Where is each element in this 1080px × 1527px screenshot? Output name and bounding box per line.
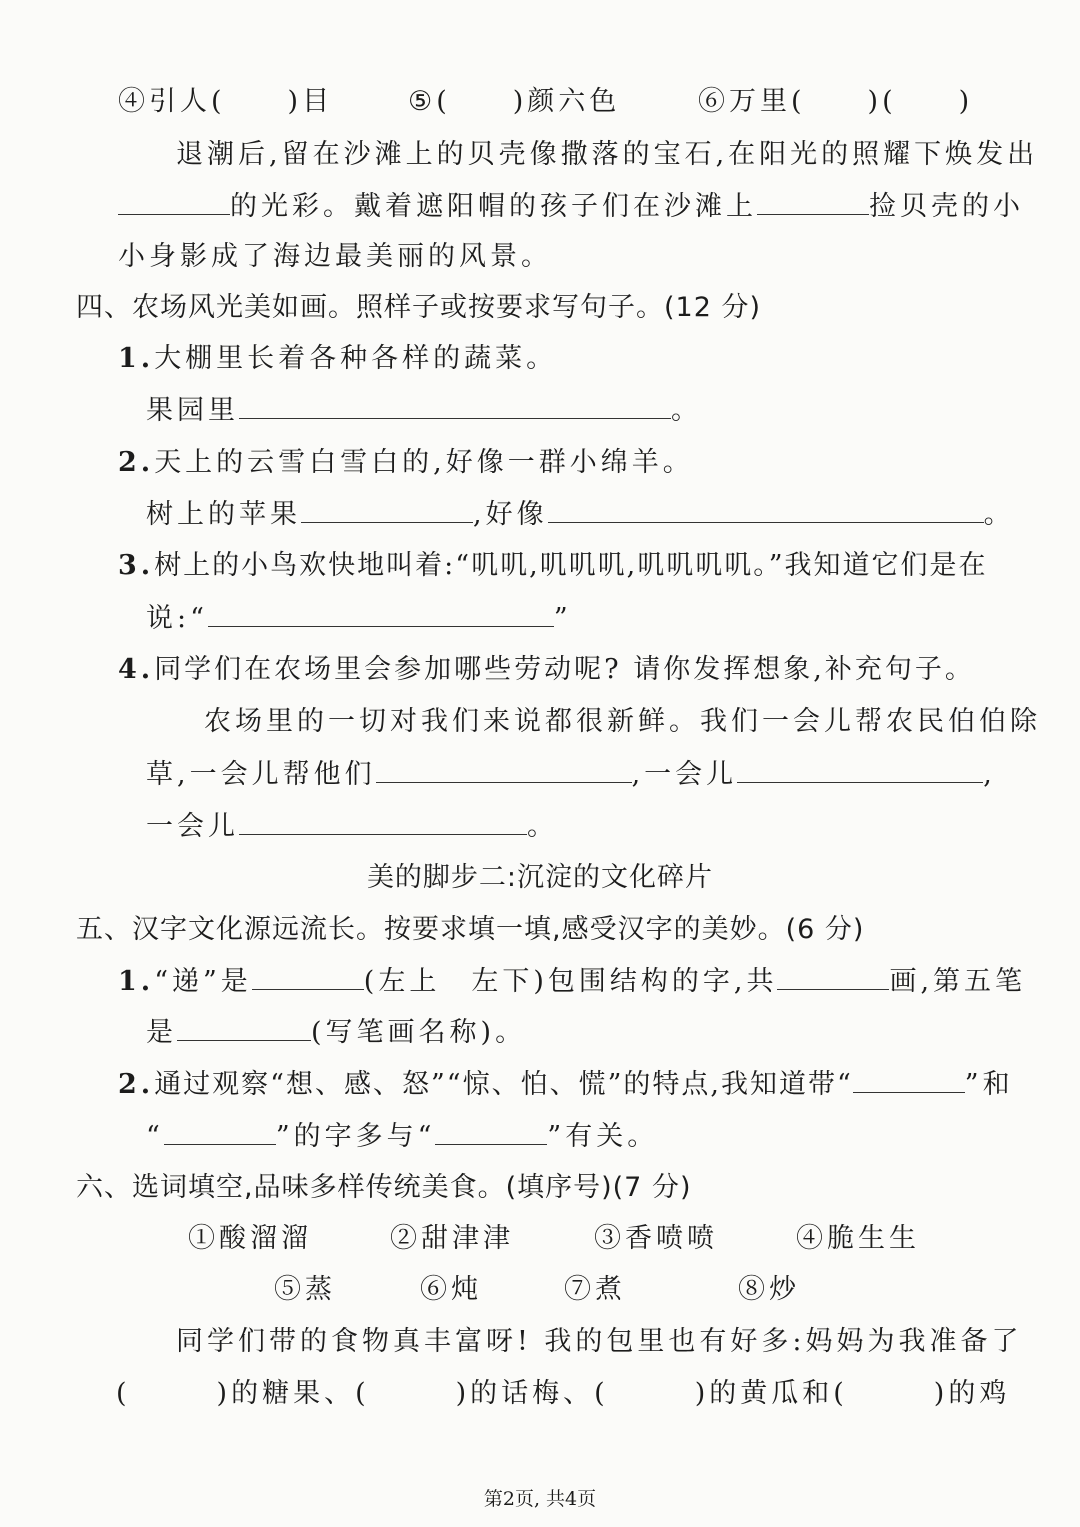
s6-passage-line2 bbox=[116, 1376, 1010, 1412]
answer-blank[interactable] bbox=[757, 188, 869, 215]
s4-q4-text: 同学们在农场里会参加哪些劳动呢? 请你发挥想象,补充句子。 bbox=[154, 654, 975, 685]
s5-q1 bbox=[118, 963, 1026, 1000]
s6-option: ④脆生生 bbox=[796, 1223, 920, 1254]
s4-q1-lead: 果园里 bbox=[146, 395, 239, 426]
answer-blank[interactable] bbox=[118, 188, 230, 215]
s6-passage-line1: 同学们带的食物真丰富呀! 我的包里也有好多:妈妈为我准备了 bbox=[176, 1326, 1023, 1357]
s6-option: ⑦煮 bbox=[564, 1274, 626, 1305]
s6-option: ⑥炖 bbox=[420, 1274, 482, 1305]
answer-blank[interactable] bbox=[548, 496, 984, 523]
section4-title: 四、农场风光美如画。照样子或按要求写句子。(12 分) bbox=[76, 292, 762, 323]
s4-q1-end: 。 bbox=[671, 395, 702, 426]
s4-q2-text: 天上的云雪白雪白的,好像一群小绵羊。 bbox=[154, 447, 694, 478]
answer-blank[interactable] bbox=[853, 1066, 965, 1093]
idiom-4-suffix: )目 bbox=[287, 86, 334, 117]
s4-q3-answer bbox=[146, 600, 572, 637]
s4-q3-end: ” bbox=[553, 603, 572, 634]
question-number: 1. bbox=[118, 966, 155, 997]
s4-q1-answer bbox=[146, 392, 702, 429]
idiom-item-4 bbox=[118, 84, 333, 120]
answer-blank[interactable] bbox=[435, 1118, 547, 1145]
s5-q2-text-a: 通过观察“想、感、怒”“惊、怕、慌”的特点,我知道带“ bbox=[154, 1069, 853, 1100]
s5-q2-text-c: “ bbox=[146, 1121, 164, 1152]
answer-blank[interactable] bbox=[376, 756, 632, 783]
s5-q1-text-a: “递”是 bbox=[154, 966, 252, 997]
s4-q3-text: 树上的小鸟欢快地叫着:“叽叽,叽叽叽,叽叽叽叽。”我知道它们是在 bbox=[154, 550, 988, 581]
idiom-5-suffix: )颜六色 bbox=[512, 86, 621, 117]
question-number: 2. bbox=[118, 447, 155, 478]
s4-q1 bbox=[118, 341, 557, 377]
answer-blank[interactable] bbox=[301, 496, 473, 523]
section6-title: 六、选词填空,品味多样传统美食。(填序号)(7 分) bbox=[76, 1172, 692, 1203]
s4-q4-para-line3 bbox=[146, 808, 558, 845]
section5-title: 五、汉字文化源远流长。按要求填一填,感受汉字的美妙。(6 分) bbox=[76, 914, 865, 945]
s6-text: ( bbox=[116, 1378, 131, 1409]
answer-blank[interactable] bbox=[239, 808, 527, 835]
idiom-item-5 bbox=[408, 84, 620, 120]
s4-q4 bbox=[118, 652, 975, 688]
idiom-4-prefix: ④引人( bbox=[118, 86, 226, 117]
s5-q2-text-d: ”的字多与“ bbox=[275, 1121, 436, 1152]
s6-option: ⑧炒 bbox=[738, 1274, 800, 1305]
s4-q2 bbox=[118, 445, 694, 481]
s6-option: ⑤蒸 bbox=[274, 1274, 336, 1305]
s4-q4-text-b: ,一会儿 bbox=[631, 759, 738, 790]
s5-q2-text-b: ”和 bbox=[964, 1069, 1014, 1100]
question-number: 3. bbox=[118, 550, 155, 581]
s6-text: )的黄瓜和( bbox=[694, 1378, 848, 1409]
question-number: 4. bbox=[118, 654, 155, 685]
part-subtitle: 美的脚步二:沉淀的文化碎片 bbox=[366, 862, 714, 893]
s4-q4-para-line1: 农场里的一切对我们来说都很新鲜。我们一会儿帮农民伯伯除 bbox=[204, 706, 1041, 737]
answer-blank[interactable] bbox=[208, 600, 554, 627]
idiom-6-prefix: ⑥万里( bbox=[698, 86, 806, 117]
s5-q2 bbox=[118, 1066, 1014, 1103]
answer-blank[interactable] bbox=[252, 963, 364, 990]
s6-option: ②甜津津 bbox=[390, 1223, 514, 1254]
s6-option: ③香喷喷 bbox=[594, 1223, 718, 1254]
answer-blank[interactable] bbox=[737, 756, 983, 783]
idiom-6-suffix: ) bbox=[958, 86, 974, 117]
s5-q1-text-e: (写笔画名称)。 bbox=[311, 1017, 527, 1048]
s4-q3 bbox=[118, 548, 988, 584]
s4-q2-lead: 树上的苹果 bbox=[146, 499, 301, 530]
idiom-5-prefix: ⑤( bbox=[408, 86, 451, 117]
s5-q1-text-c: 画,第五笔 bbox=[889, 966, 1027, 997]
s4-q2-mid: ,好像 bbox=[473, 499, 548, 530]
answer-blank[interactable] bbox=[177, 1014, 311, 1041]
s4-q3-lead: 说:“ bbox=[146, 603, 208, 634]
answer-blank[interactable] bbox=[164, 1118, 276, 1145]
question-number: 1. bbox=[118, 343, 155, 374]
s4-q4-text-c: , bbox=[983, 759, 996, 790]
s5-q1-line2 bbox=[146, 1014, 526, 1051]
s4-q2-answer bbox=[146, 496, 1015, 533]
s4-q4-text-a: 草,一会儿帮他们 bbox=[146, 759, 376, 790]
s6-option: ①酸溜溜 bbox=[188, 1223, 312, 1254]
answer-blank[interactable] bbox=[239, 392, 671, 419]
s6-text: )的鸡 bbox=[933, 1378, 1011, 1409]
passage1-line1: 退潮后,留在沙滩上的贝壳像撒落的宝石,在阳光的照耀下焕发出 bbox=[176, 139, 1039, 170]
s5-q2-line2 bbox=[146, 1118, 658, 1155]
passage1-line3: 小身影成了海边最美丽的风景。 bbox=[118, 241, 552, 272]
idiom-6-mid: )( bbox=[867, 86, 897, 117]
page-footer: 第2页, 共4页 bbox=[483, 1488, 597, 1510]
s5-q1-text-d: 是 bbox=[146, 1017, 177, 1048]
s4-q4-text-e: 。 bbox=[527, 811, 558, 842]
passage1-line2-text-b: 捡贝壳的小 bbox=[869, 191, 1024, 222]
passage1-line2-text-a: 的光彩。戴着遮阳帽的孩子们在沙滩上 bbox=[230, 191, 757, 222]
s6-text: )的话梅、( bbox=[455, 1378, 609, 1409]
s4-q2-end: 。 bbox=[983, 499, 1015, 530]
idiom-item-6 bbox=[698, 84, 973, 120]
s4-q4-text-d: 一会儿 bbox=[146, 811, 239, 842]
s4-q4-para-line2 bbox=[146, 756, 996, 793]
s6-text: )的糖果、( bbox=[216, 1378, 370, 1409]
passage1-line2 bbox=[118, 188, 1024, 225]
s4-q1-text: 大棚里长着各种各样的蔬菜。 bbox=[154, 343, 558, 374]
s5-q2-text-e: ”有关。 bbox=[547, 1121, 659, 1152]
answer-blank[interactable] bbox=[777, 963, 889, 990]
question-number: 2. bbox=[118, 1069, 155, 1100]
s5-q1-text-b: (左上 左下)包围结构的字,共 bbox=[363, 966, 778, 997]
